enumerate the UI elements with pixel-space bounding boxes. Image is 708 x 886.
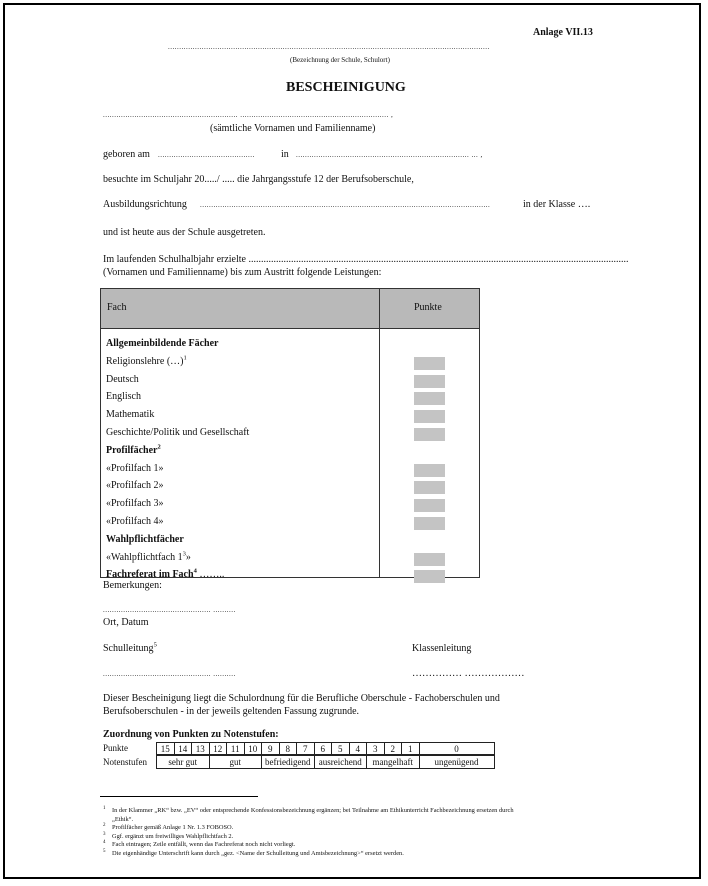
footnote-text: Profilfächer gemäß Anlage 1 Nr. 1.3 FOBOSO.: [112, 824, 234, 831]
birthplace-label: in: [281, 149, 289, 160]
points-cell: 5: [331, 742, 350, 755]
remarks-label: Bemerkungen:: [103, 580, 162, 591]
column-subject-header: Fach: [107, 302, 127, 313]
subject-label: Deutsch: [106, 373, 139, 385]
footnote-number: 2: [103, 823, 106, 828]
subject-label: Profilfächer: [106, 444, 158, 456]
subject-label: Religionslehre (…): [106, 355, 184, 367]
table-row: [106, 480, 164, 491]
points-cell: 7: [296, 742, 315, 755]
points-entry-field[interactable]: [414, 410, 445, 423]
subject-label: Wahlpflichtfächer: [106, 533, 184, 545]
subject-label: Allgemeinbildende Fächer: [106, 338, 219, 349]
legal-basis-line-2: Berufsoberschulen - in der jeweils geltenden Fassung zugrunde.: [103, 706, 360, 717]
points-cell: 1: [401, 742, 420, 755]
points-cell: 3: [366, 742, 385, 755]
subject-label: «Profilfach 4»: [106, 516, 164, 527]
school-caption: (Bezeichnung der Schule, Schulort): [290, 56, 390, 64]
points-cell: 15: [156, 742, 175, 755]
grade-level-cell: ungenügend: [419, 755, 495, 769]
points-entry-field[interactable]: [414, 392, 445, 405]
grade-level-cell: sehr gut: [156, 755, 210, 769]
points-cell: 6: [314, 742, 333, 755]
points-entry-field[interactable]: [414, 428, 445, 441]
birthplace-dotted-line: ............................................................................. ... ,: [296, 151, 483, 159]
table-row: [106, 498, 164, 509]
subjects-table: [100, 288, 480, 581]
achievement-line: Im laufenden Schulhalbjahr erzielte ........................................................................................................................................................: [103, 254, 629, 265]
points-cell: 0: [419, 742, 495, 755]
page-title: BESCHEINIGUNG: [286, 80, 406, 95]
table-row: [106, 427, 249, 438]
footnote-text: In der Klammer „RK“ bzw. „EV“ oder entsprechende Konfessionsbezeichnung ergänzen; bei Teilnahme am Ethikunterricht Fachbezeichnung ersetzen durch: [112, 807, 514, 814]
footnote-rule: [100, 796, 258, 797]
school-head-signature-line: ................................................ ..........: [103, 670, 236, 678]
born-dotted-line: ...........................................: [158, 151, 255, 159]
footnote-ref: 3: [182, 550, 186, 558]
points-cell: 13: [191, 742, 210, 755]
footnote-text: Die eigenhändige Unterschrift kann durch „gez. <Name der Schulleitung und Amtsbezeichnung>“ ersetzt werden.: [112, 849, 404, 857]
table-row: [106, 534, 184, 545]
table-row: [106, 569, 224, 580]
name-caption: (sämtliche Vornamen und Familienname): [210, 123, 376, 134]
class-teacher-label: Klassenleitung: [412, 643, 472, 654]
school-head-text: Schulleitung: [103, 643, 154, 654]
footnote-number: 4: [103, 840, 106, 845]
table-row: [106, 463, 164, 474]
legal-basis-line-1: Dieser Bescheinigung liegt die Schulordnung für die Berufliche Oberschule - Fachoberschulen und: [103, 693, 500, 704]
subject-suffix: ……..: [196, 569, 225, 581]
grade-level-cell: ausreichend: [314, 755, 368, 769]
footnote-number: 1: [103, 806, 106, 811]
footnote-ref: 2: [157, 443, 161, 451]
points-cell: 4: [349, 742, 368, 755]
points-cell: 12: [209, 742, 228, 755]
subject-label: Englisch: [106, 391, 141, 403]
footnote-text: Ggf. ergänzt um freiwilliges Wahlpflichtfach 2.: [112, 832, 234, 840]
subject-label: Mathematik: [106, 409, 155, 421]
school-head-label: [103, 643, 157, 654]
place-date-label: Ort, Datum: [103, 617, 149, 628]
points-cell: 8: [279, 742, 298, 755]
table-row: [106, 552, 191, 563]
grade-level-cell: mangelhaft: [366, 755, 420, 769]
column-points-header: Punkte: [414, 302, 442, 313]
training-label: Ausbildungsrichtung: [103, 199, 187, 210]
school-dotted-line: ...............................................................................................................................................: [168, 43, 490, 51]
points-entry-field[interactable]: [414, 357, 445, 370]
table-row: [106, 374, 139, 385]
subject-label: «Profilfach 2»: [106, 480, 164, 492]
points-entry-field[interactable]: [414, 570, 445, 583]
points-entry-field[interactable]: [414, 553, 445, 566]
table-row: [106, 356, 187, 367]
table-row: [106, 445, 161, 456]
school-year-line: besuchte im Schuljahr 20...../ ..... die Jahrgangsstufe 12 der Berufsoberschule,: [103, 174, 414, 185]
class-teacher-signature-line: …………… ………………: [412, 668, 525, 679]
table-row: [106, 516, 164, 527]
column-divider: [379, 289, 380, 577]
left-school-line: und ist heute aus der Schule ausgetreten.: [103, 227, 266, 238]
born-label: geboren am: [103, 149, 150, 160]
table-row: [106, 409, 154, 420]
annex-label: Anlage VII.13: [533, 27, 593, 38]
points-cell: 11: [226, 742, 245, 755]
points-entry-field[interactable]: [414, 464, 445, 477]
points-cell: 9: [261, 742, 280, 755]
points-cell: 10: [244, 742, 263, 755]
school-head-footnote-ref: 5: [153, 641, 157, 649]
footnote-number: 3: [103, 831, 106, 837]
grading-scale-title: Zuordnung von Punkten zu Notenstufen:: [103, 729, 279, 740]
subject-label: Fachreferat im Fach: [106, 569, 194, 581]
training-dotted-line: .................................................................................................................................: [200, 201, 491, 209]
subject-label: «Profilfach 1»: [106, 462, 164, 474]
levels-row-label: Notenstufen: [103, 757, 147, 767]
table-row: [106, 338, 219, 349]
place-date-dotted-line: ................................................ ..........: [103, 606, 236, 614]
points-entry-field[interactable]: [414, 481, 445, 494]
subject-label: Geschichte/Politik und Gesellschaft: [106, 427, 250, 438]
footnote-number: 5: [103, 848, 106, 854]
grade-level-cell: gut: [209, 755, 263, 769]
points-entry-field[interactable]: [414, 517, 445, 530]
grade-level-cell: befriedigend: [261, 755, 315, 769]
name-dotted-line: ............................................................ .................................................................. ,: [103, 111, 394, 119]
footnote-text: Fach eintragen; Zeile entfällt, wenn das Fachreferat noch nicht vorliegt.: [112, 841, 296, 848]
points-entry-field[interactable]: [414, 375, 445, 388]
subject-label: «Wahlpflichtfach 1: [106, 551, 183, 563]
achievement-line-2: (Vornamen und Familienname) bis zum Austritt folgende Leistungen:: [103, 267, 382, 278]
footnote-text: „Ethik“.: [112, 815, 134, 823]
points-entry-field[interactable]: [414, 499, 445, 512]
table-row: [106, 391, 141, 402]
class-suffix: in der Klasse ….: [523, 199, 591, 210]
points-cell: 2: [384, 742, 403, 755]
points-cell: 14: [174, 742, 193, 755]
subject-label: «Profilfach 3»: [106, 498, 164, 510]
footnote-ref: 1: [183, 354, 187, 362]
footnote-ref: 4: [193, 568, 197, 576]
points-row-label: Punkte: [103, 743, 129, 753]
subject-suffix: »: [185, 551, 191, 563]
